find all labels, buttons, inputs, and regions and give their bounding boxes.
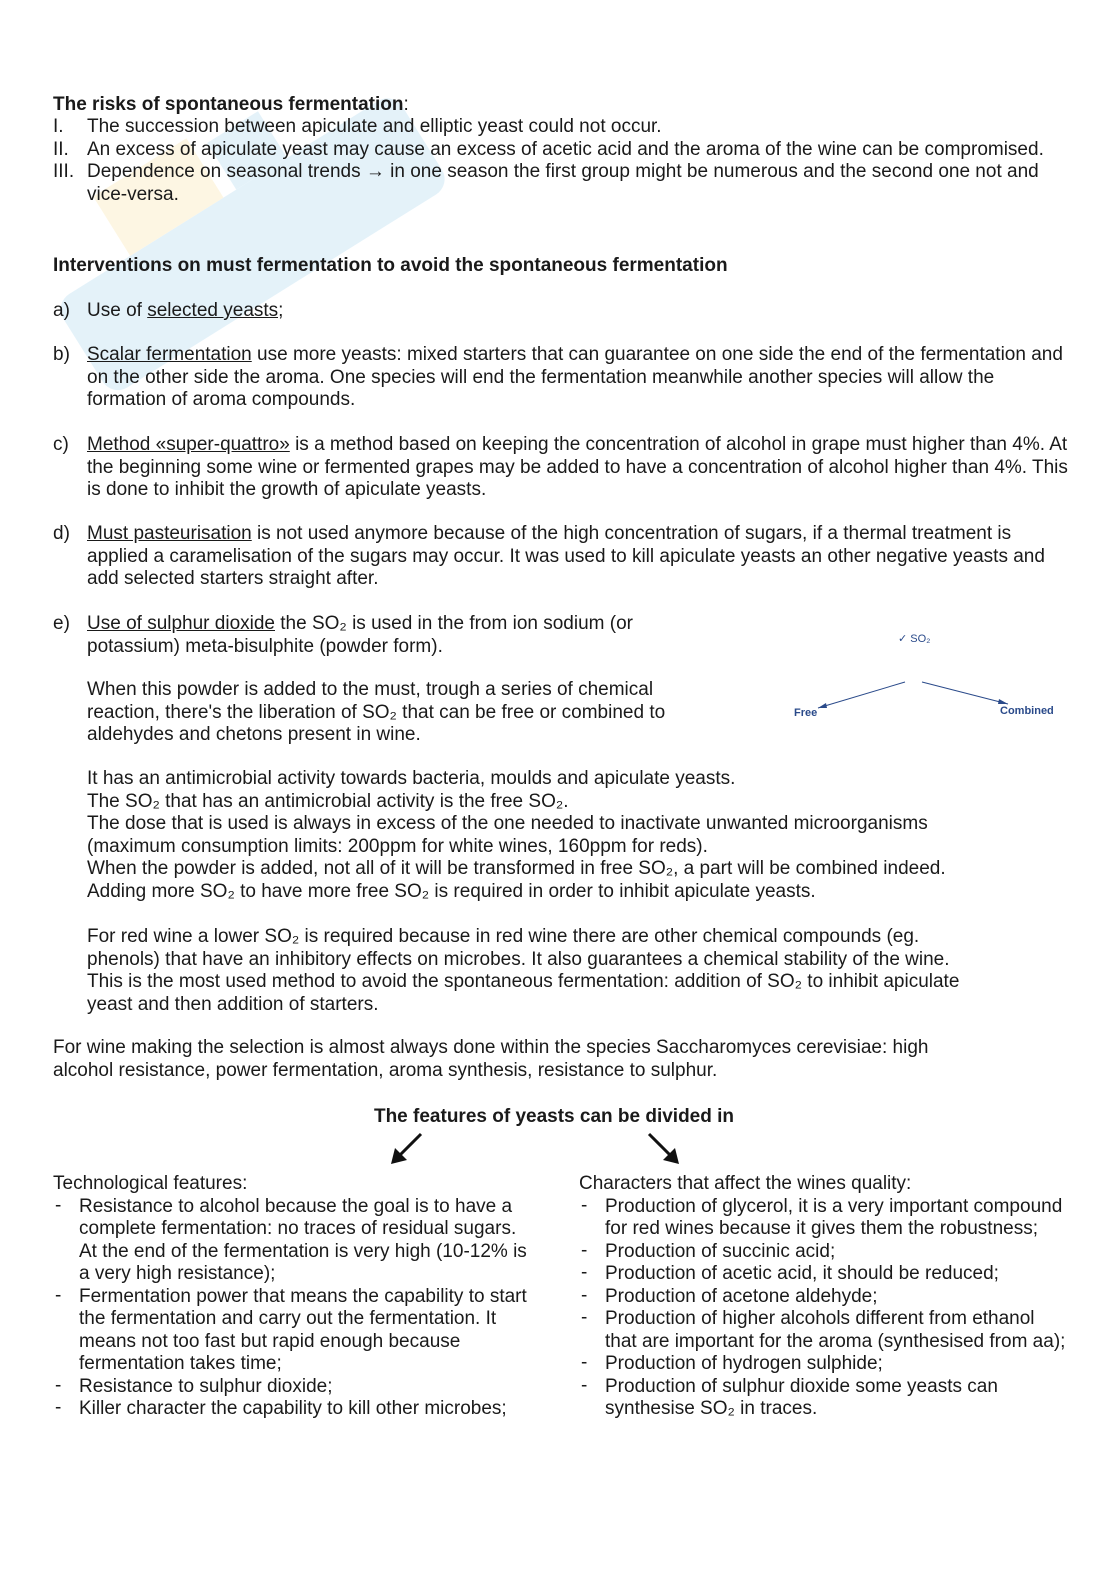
list-item: - Production of acetic acid, it should be reduced;	[579, 1263, 1069, 1286]
list-item: - Killer character the capability to kill other microbes;	[53, 1398, 531, 1421]
list-item: - Resistance to sulphur dioxide;	[53, 1376, 531, 1399]
quality-characters-column	[579, 1173, 1069, 1421]
so2-label: ✓ SO₂	[898, 633, 931, 645]
list-item: - Production of sulphur dioxide some yeasts can synthesise SO₂ in traces.	[579, 1376, 1069, 1421]
sulphur-dioxide-term: Use of sulphur dioxide	[87, 613, 275, 634]
technological-features-title: Technological features:	[53, 1173, 248, 1194]
selected-yeasts-term: selected yeasts;	[147, 300, 284, 321]
so2-liberation-paragraph: When this powder is added to the must, trough a series of chemical reaction, there's the liberation of SO₂ that can be free or combined to aldehydes and chetons present in wine.	[87, 679, 666, 745]
scalar-fermentation-term: Scalar fermentation	[87, 344, 252, 365]
quality-characters-list	[579, 1196, 1069, 1421]
technological-features-column	[53, 1173, 531, 1421]
features-heading: The features of yeasts can be divided in	[373, 1106, 735, 1127]
arrow-down-left-icon	[385, 1130, 425, 1170]
intervention-c: c) Method «super-quattro» is a method based on keeping the concentration of alcohol in grape must higher than 4%. At the beginning some wine or fermented grapes may be added to have a concentration of alcohol higher than 4%. This is done to inhibit the growth of apiculate yeasts.	[53, 434, 1068, 500]
antimicrobial-paragraph: It has an antimicrobial activity towards bacteria, moulds and apiculate yeasts. The SO₂ that has an antimicrobial activity is the free SO₂. The dose that is used is always in excess of the one needed to inactivate unwanted microorganisms (maximum consumption limits: 200ppm for white wines, 160ppm for reds). When the powder is added, not all of it will be transformed in free SO₂, a part will be combined indeed. Adding more SO₂ to have more free SO₂ is required in order to inhibit apiculate yeasts.	[87, 768, 946, 902]
risks-list	[53, 116, 1073, 206]
arrow-down-right-icon	[645, 1130, 685, 1170]
interventions-heading: Interventions on must fermentation to avoid the spontaneous fermentation	[53, 255, 728, 276]
intervention-d: d) Must pasteurisation is not used anymore because of the high concentration of sugars, if a thermal treatment is applied a caramelisation of the sugars may occur. It was used to kill apiculate yeasts an other negative yeasts and add selected starters straight after.	[53, 523, 1045, 589]
must-pasteurisation-term: Must pasteurisation	[87, 523, 252, 544]
list-item: - Resistance to alcohol because the goal is to have a complete fermentation: no traces of residual sugars. At the end of the fermentation is very high (10-12% is a very high resistance);	[53, 1196, 531, 1286]
list-item: - Production of glycerol, it is a very important compound for red wines because it gives them the robustness;	[579, 1196, 1069, 1241]
selection-paragraph: For wine making the selection is almost always done within the species Saccharomyces cerevisiae: high alcohol resistance, power fermentation, aroma synthesis, resistance to sulphur.	[53, 1037, 929, 1081]
list-item: - Production of acetone aldehyde;	[579, 1286, 1069, 1309]
super-quattro-term: Method «super-quattro»	[87, 434, 290, 455]
intervention-a: a) Use of selected yeasts;	[53, 300, 284, 321]
list-item: - Production of hydrogen sulphide;	[579, 1353, 1069, 1376]
list-item: III. Dependence on seasonal trends → in one season the first group might be numerous and the second one not and vice-versa.	[53, 161, 1039, 205]
list-item: II. An excess of apiculate yeast may cause an excess of acetic acid and the aroma of the wine can be compromised.	[53, 138, 1044, 160]
combined-label: Combined	[1000, 705, 1054, 717]
list-item: I. The succession between apiculate and elliptic yeast could not occur.	[53, 116, 662, 137]
list-item: - Production of succinic acid;	[579, 1241, 1069, 1264]
list-item: - Production of higher alcohols different from ethanol that are important for the aroma (synthesised from aa);	[579, 1308, 1069, 1353]
red-wine-paragraph: For red wine a lower SO₂ is required because in red wine there are other chemical compounds (eg. phenols) that have an inhibitory effects on microbes. It also guarantees a chemical stability of the wine. This is the most used method to avoid the spontaneous fermentation: addition of SO₂ to inhibit apiculate yeast and then addition of starters.	[87, 926, 960, 1015]
intervention-e: e) Use of sulphur dioxide the SO₂ is used in the from ion sodium (or potassium) meta-bisulphite (powder form).	[53, 613, 633, 657]
technological-features-list	[53, 1196, 531, 1421]
list-item: - Fermentation power that means the capability to start the fermentation and carry out the fermentation. It means not too fast but rapid enough because fermentation takes time;	[53, 1286, 531, 1376]
so2-diagram	[780, 630, 1070, 730]
free-label: Free	[794, 707, 818, 719]
risks-heading: The risks of spontaneous fermentation:	[53, 94, 409, 115]
quality-characters-title: Characters that affect the wines quality:	[579, 1173, 912, 1194]
intervention-b: b) Scalar fermentation use more yeasts: mixed starters that can guarantee on one side the end of the fermentation and on the other side the aroma. One species will end the fermentation meanwhile another species will allow the formation of aroma compounds.	[53, 344, 1063, 410]
